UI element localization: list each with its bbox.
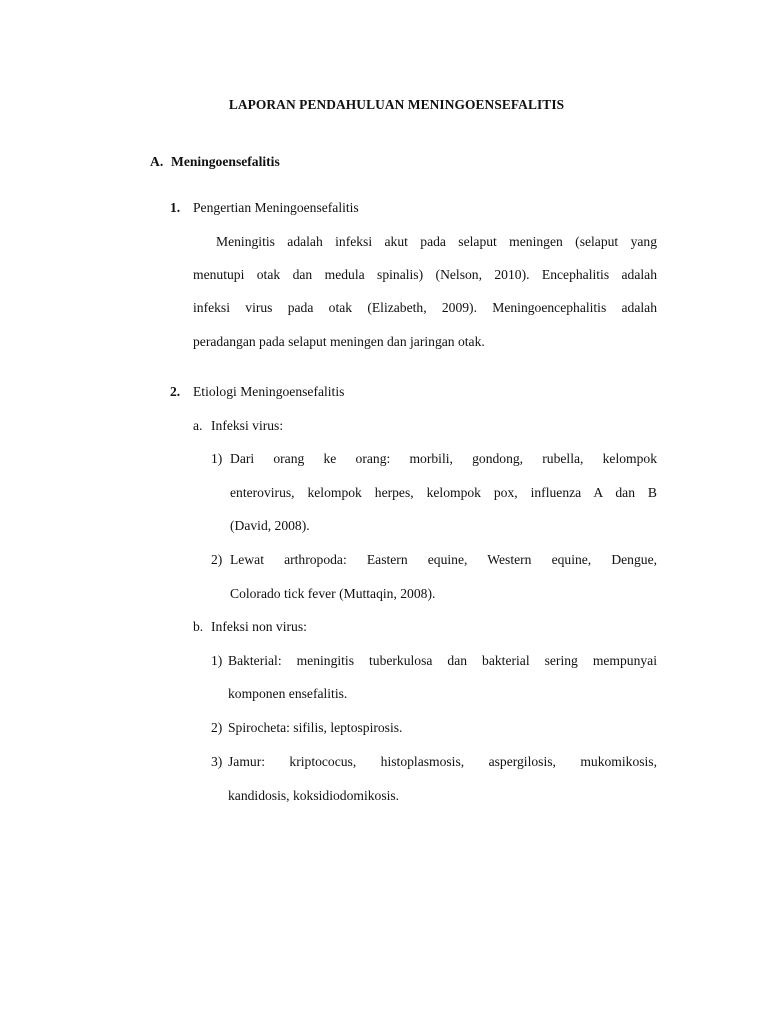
point-b2-line-1: Spirocheta: sifilis, leptospirosis. xyxy=(228,720,403,735)
point-b3-number: 3) xyxy=(211,754,223,769)
point-b3-line-2: kandidosis, koksidiodomikosis. xyxy=(228,788,400,803)
point-a2-line-1: Lewat arthropoda: Eastern equine, Western equine, Dengue, xyxy=(230,552,657,567)
point-a2-line-2: Colorado tick fever (Muttaqin, 2008). xyxy=(230,586,436,601)
point-b1-number: 1) xyxy=(211,653,223,668)
definition-line-1: Meningitis adalah infeksi akut pada selaput meningen (selaput yang xyxy=(216,234,657,249)
item-1-heading: Pengertian Meningoensefalitis xyxy=(193,200,359,215)
sub-a-label: a. xyxy=(193,418,203,433)
section-a-label: A. xyxy=(150,154,164,169)
item-2-heading: Etiologi Meningoensefalitis xyxy=(193,384,345,399)
sub-b-heading: Infeksi non virus: xyxy=(211,619,307,634)
point-b2-number: 2) xyxy=(211,720,223,735)
point-b1-line-1: Bakterial: meningitis tuberkulosa dan bakterial sering mempunyai xyxy=(228,653,657,668)
definition-line-2: menutupi otak dan medula spinalis) (Nelson, 2010). Encephalitis adalah xyxy=(193,267,657,282)
point-a1-number: 1) xyxy=(211,451,223,466)
point-a2-number: 2) xyxy=(211,552,223,567)
item-1-number: 1. xyxy=(170,200,181,215)
point-a1-line-2: enterovirus, kelompok herpes, kelompok pox, influenza A dan B xyxy=(230,485,657,500)
definition-line-4: peradangan pada selaput meningen dan jaringan otak. xyxy=(193,334,485,349)
point-a1-line-3: (David, 2008). xyxy=(230,518,310,533)
point-b1-line-2: komponen ensefalitis. xyxy=(228,686,348,701)
section-a-heading: Meningoensefalitis xyxy=(171,154,280,169)
point-b3-line-1: Jamur: kriptococus, histoplasmosis, aspergilosis, mukomikosis, xyxy=(228,754,657,769)
sub-b-label: b. xyxy=(193,619,204,634)
document-title: LAPORAN PENDAHULUAN MENINGOENSEFALITIS xyxy=(228,97,565,112)
definition-line-3: infeksi virus pada otak (Elizabeth, 2009). Meningoencephalitis adalah xyxy=(193,300,657,315)
sub-a-heading: Infeksi virus: xyxy=(211,418,284,433)
item-2-number: 2. xyxy=(170,384,181,399)
point-a1-line-1: Dari orang ke orang: morbili, gondong, rubella, kelompok xyxy=(230,451,657,466)
